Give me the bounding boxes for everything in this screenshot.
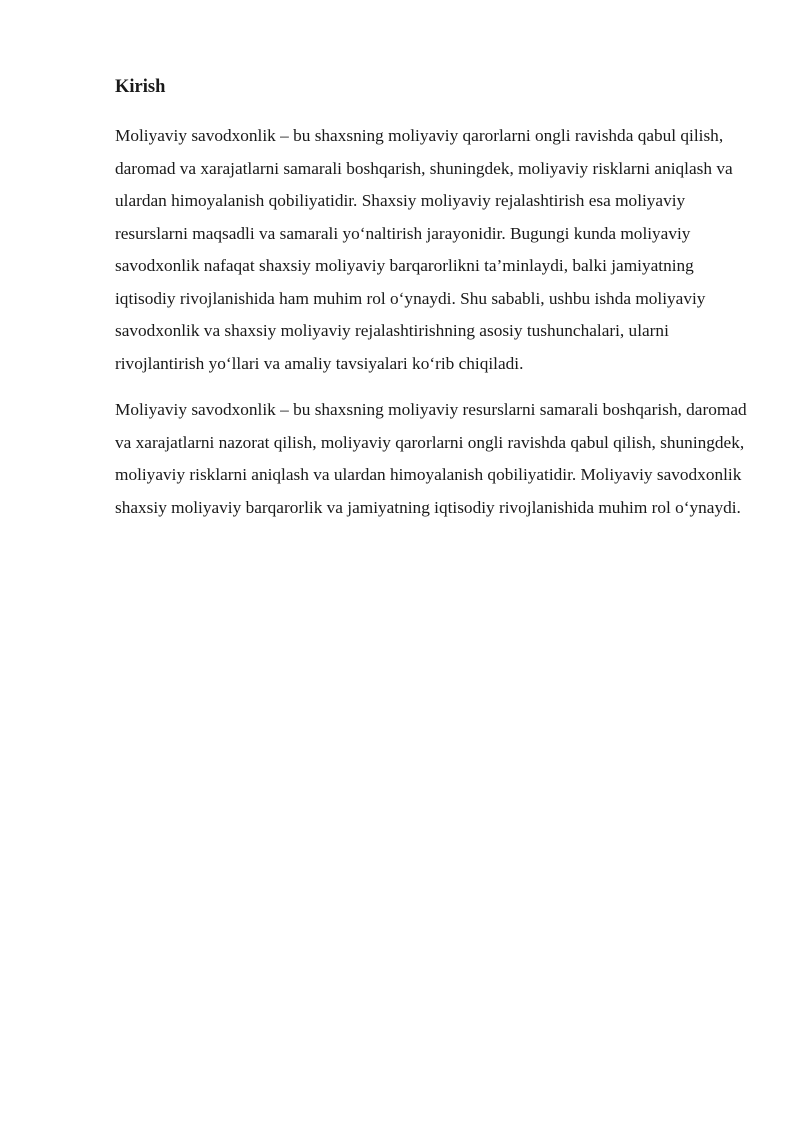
paragraph-2: Moliyaviy savodxonlik – bu shaxsning moliyaviy resurslarni samarali boshqarish, daromad va xarajatlarni nazorat qilish, moliyaviy qarorlarni ongli ravishda qabul qilish, shuningdek, moliyaviy risklarni aniqlash va ulardan himoyalanish qobiliyatidir. Moliyaviy savodxonlik shaxsiy moliyaviy barqarorlik va jamiyatning iqtisodiy rivojlanishida muhim rol o‘ynaydi. (115, 400, 747, 517)
paragraph-1: Moliyaviy savodxonlik – bu shaxsning moliyaviy qarorlarni ongli ravishda qabul qilish, daromad va xarajatlarni samarali boshqarish, shuningdek, moliyaviy risklarni aniqlash va ulardan himoyalanish qobiliyatidir. Shaxsiy moliyaviy rejalashtirish esa moliyaviy resurslarni maqsadli va samarali yo‘naltirish jarayonidir. Bugungi kunda moliyaviy savodxonlik nafaqat shaxsiy moliyaviy barqarorlikni ta’minlaydi, balki jamiyatning iqtisodiy rivojlanishida ham muhim rol o‘ynaydi. Shu sababli, ushbu ishda moliyaviy savodxonlik va shaxsiy moliyaviy rejalashtirishning asosiy tushunchalari, ularni rivojlantirish yo‘llari va amaliy tavsiyalari ko‘rib chiqiladi. (115, 126, 733, 373)
document-body (115, 74, 755, 538)
section-heading: Kirish (115, 77, 166, 97)
